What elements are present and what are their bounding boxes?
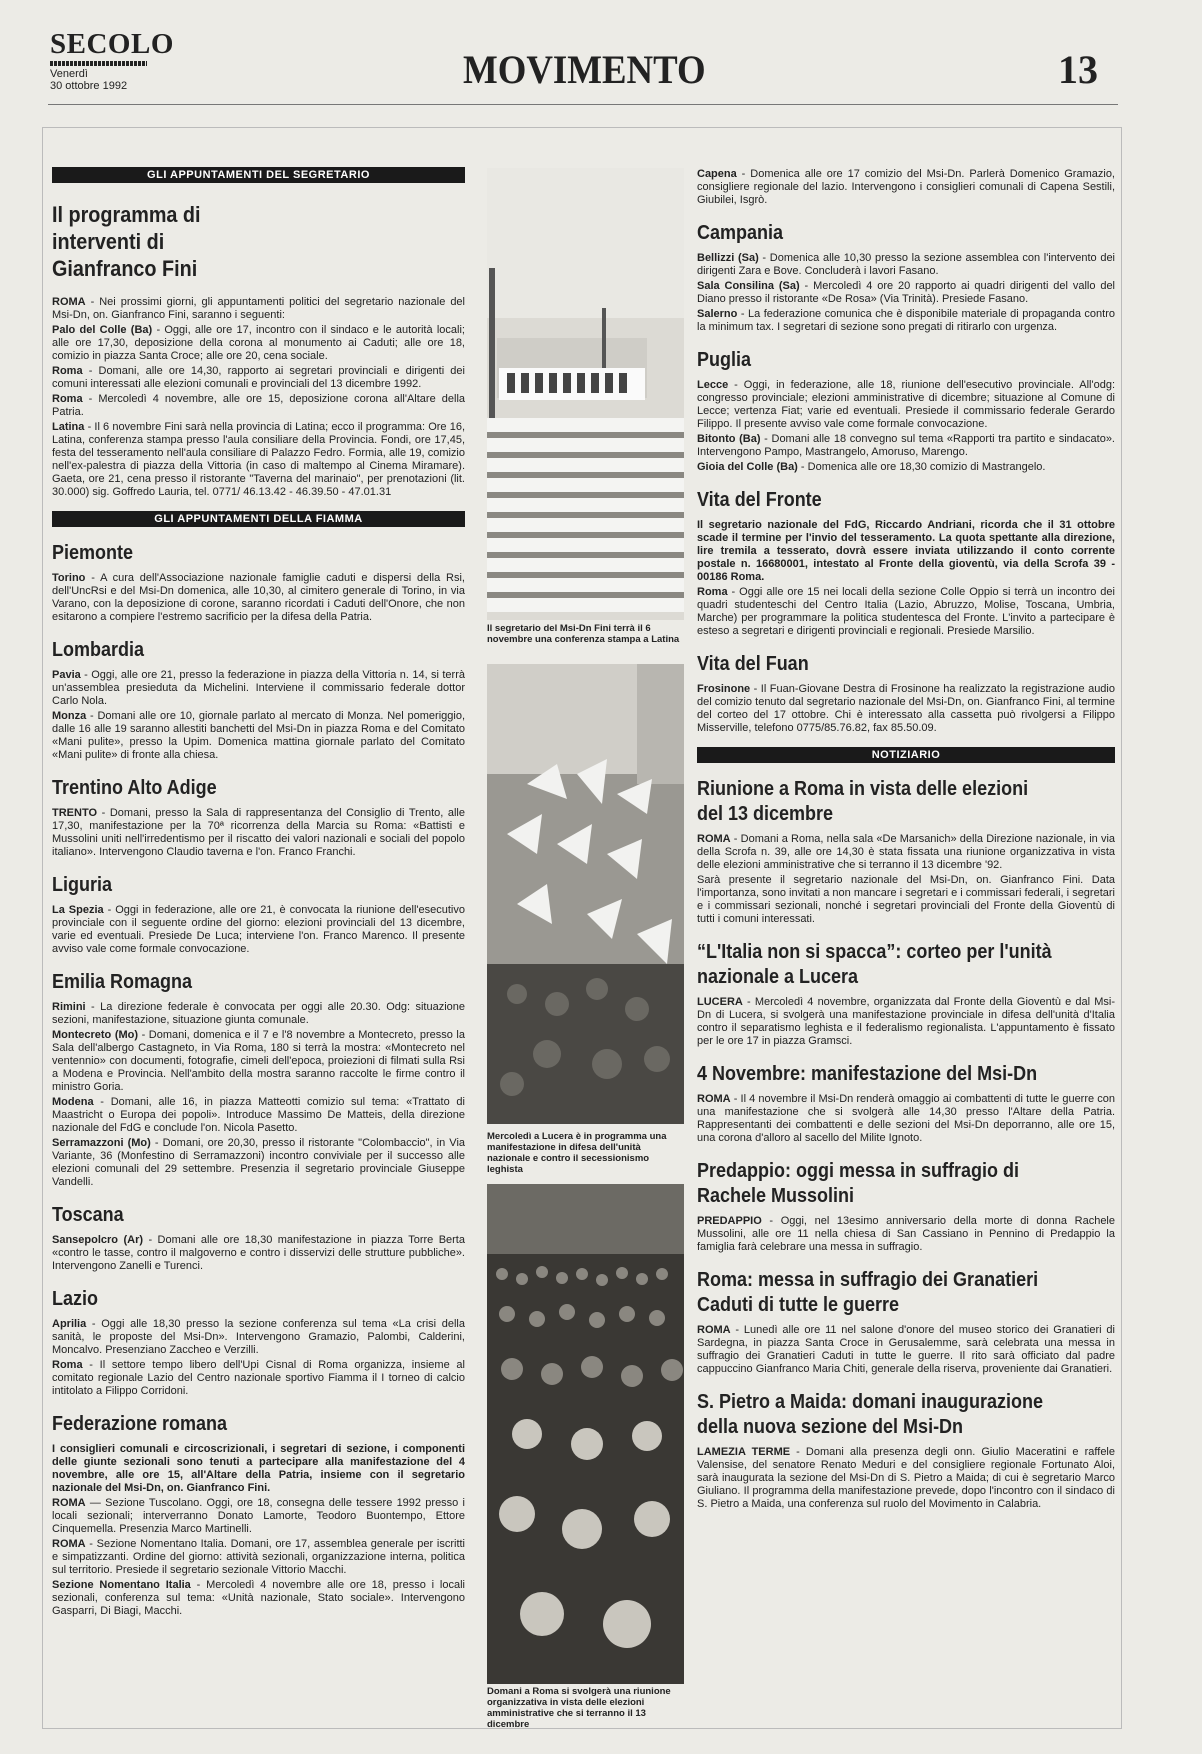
paragraph-text: - Mercoledì 4 ore 20 rapporto ai quadri dirigenti del vallo del Diano presso il ristorante «De Rosa» (Via Trinità). Presiede Fasano. <box>697 280 1116 305</box>
right-top-body <box>697 168 1115 207</box>
paragraph <box>697 683 1115 735</box>
paragraph-text: - Domani alla presenza degli onn. Giulio Maceratini e raffele Valensise, del senatore Renato Meduri e del consigliere regionale Fortunato Aloi, sarà inaugurata la sezione del Msi-Dn di S. Pietro a Maida; di cui è segretario Marco Giuliano. Il programma della manifestazione prevede, dopo l'incontro con il sindaco di S. Pietro a Maida, una conferenza sul ruolo del Movimento in Calabria. <box>697 1446 1115 1510</box>
paragraph <box>52 807 465 859</box>
paragraph-text: - Sezione Nomentano Italia. Domani, ore 17, assemblea generale per iscritti e simpatizzanti. Ordine del giorno: attività sezionali, organizzazione interna, politica sul territorio. Presiede il segretario sezionale Vittorio Macchi. <box>52 1538 465 1576</box>
section-heading: Predappio: oggi messa in suffragio di Rachele Mussolini <box>697 1160 1020 1207</box>
paragraph-text: - A cura dell'Associazione nazionale famiglie caduti e dispersi della Rsi, dell'UncRsi e del Msi-Dn domenica, alle 10,30, al cimitero generale di Torino, in via Varano, con la deposizione di corone, saranno ricordati i Caduti dell'Onore, che non esitarono a compiere l'estremo sacrificio per la difesa della Patria. <box>52 572 465 623</box>
paragraph-text: - Domani, alle ore 14,30, rapporto ai segretari provinciali e dirigenti dei comuni interessati alle elezioni comunali e provinciali del 13 dicembre 1992. <box>52 365 465 390</box>
page-number: 13 <box>1058 47 1098 92</box>
paragraph <box>697 1093 1115 1145</box>
paragraph <box>52 1579 465 1618</box>
section-heading: Vita del Fuan <box>697 653 809 675</box>
paragraph-lead: La Spezia <box>52 904 104 916</box>
paragraph <box>52 1318 465 1357</box>
paragraph-text: - Domani alle ore 10, giornale parlato al mercato di Monza. Nel pomeriggio, dalle 16 alle 19 saranno allestiti banchetti del Msi-Dn in piazza Roma e del Comitato «Mani pulite», presso la Upim. Domenica mattina giornale parlato del Comitato «Mani pulite» di fronte alla chiesa. <box>52 710 465 761</box>
section-heading: Lombardia <box>52 639 145 661</box>
paragraph-lead: ROMA <box>52 1497 86 1509</box>
left-column <box>52 167 465 1620</box>
paragraph-text: - La direzione federale è convocata per oggi alle 20.30. Odg: situazione sezioni, manifestazione, situazione giunta comunale. <box>52 1001 465 1026</box>
paragraph-lead: LUCERA <box>697 996 743 1008</box>
paragraph-lead: Montecreto (Mo) <box>52 1029 139 1041</box>
paragraph <box>697 1446 1115 1511</box>
paragraph <box>52 1001 465 1027</box>
paragraph <box>697 519 1115 584</box>
paragraph-lead: Capena <box>697 168 737 180</box>
paragraph <box>697 308 1115 334</box>
photo-rome-meeting <box>487 1184 684 1684</box>
paragraph-text: - Oggi, in federazione, alle 18, riunione dell'esecutivo provinciale. All'odg: congresso provinciale; elezioni amministrative di dicembre; situazione al Comune di Lecce; vertenza Fiat; varie ed eventuali. Presiede il commissario federale Gerardo Filippo. Il presente avviso vale come formale convocazione. <box>697 379 1115 430</box>
building-steps-image <box>487 168 684 620</box>
paragraph-lead: Gioia del Colle (Ba) <box>697 461 798 473</box>
paragraph <box>52 421 465 499</box>
paragraph-lead: Aprilia <box>52 1318 87 1330</box>
newspaper-logo: SECOLO <box>50 28 174 60</box>
paragraph-lead: Bitonto (Ba) <box>697 433 761 445</box>
paragraph-lead: Palo del Colle (Ba) <box>52 324 153 336</box>
paragraph-text: - Domani, alle 16, in piazza Matteotti comizio sul tema: «Trattato di Maastricht o Europa dei popoli». Introduce Massimo De Matteis, della direzione nazionale del FdG e conclude l'on. Nicola Pasetto. <box>52 1096 465 1134</box>
paragraph-text: - Domenica alle 10,30 presso la sezione assemblea con l'intervento dei dirigenti Zara e Bove. Concluderà i lavori Fasano. <box>697 252 1116 277</box>
paragraph <box>697 433 1115 459</box>
paragraph <box>52 710 465 762</box>
paragraph <box>697 1324 1115 1376</box>
paragraph-text: - Il 6 novembre Fini sarà nella provincia di Latina; ecco il programma: Ore 16, Latina, conferenza stampa presso l'aula consiliare della Provincia. Fondi, ore 17,45, festa del tesseramento nell'aula consiliare di Palazzo Fedro. Formia, alle 19, comizio nell'ex-palestra di piazza della Vittoria (in caso di maltempo al Cinema Miramare). Gaeta, ore 21, cena presso il ristorante "Taverna del marinaio", per prenotazioni (lit. 30.000) sig. Goffredo Lauria, tel. 0771/ 46.13.42 - 46.39.50 - 47.01.31 <box>52 421 465 498</box>
left-regions <box>52 541 465 1618</box>
paragraph <box>52 1137 465 1189</box>
section-heading: Roma: messa in suffragio dei Granatieri Caduti di tutte le guerre <box>697 1269 1039 1316</box>
paragraph-lead: Torino <box>52 572 86 584</box>
paragraph-lead: Roma <box>52 393 83 405</box>
paragraph-text: - Oggi, alle ore 17, incontro con il sindaco e le autorità locali; alle ore 17,30, deposizione della corona al monumento ai Caduti; alle ore 18, comizio in piazza Santa Croce; alle ore 20, cena sociale. <box>52 324 465 362</box>
paragraph-text: - Mercoledì 4 novembre, organizzata dal Fronte della Gioventù e dal Msi-Dn di Lucera, si svolgerà una manifestazione provinciale in difesa dell'unità d'Italia contro il separatismo leghista e il federalismo regionalista. L'appuntamento è fissato per le ore 17 in piazza Gramsci. <box>697 996 1115 1047</box>
paragraph <box>697 252 1115 278</box>
fini-program-title: Il programma di interventi di Gianfranco Fini <box>52 202 201 281</box>
paragraph-text: Sarà presente il segretario nazionale del Msi-Dn, on. Gianfranco Fini. Data l'importanza, sono invitati a non mancare i segretari e i commissari federali, i segretari e i commissari sezionali, nonché i segretari provinciali del Fronte della Gioventù di tutti i comuni interessati. <box>697 874 1115 925</box>
paragraph-text: - Domenica alle ore 18,30 comizio di Mastrangelo. <box>797 461 1046 473</box>
paragraph-text: - Nei prossimi giorni, gli appuntamenti politici del segretario nazionale del Msi-Dn, on. Gianfranco Fini, saranno i seguenti: <box>52 296 465 321</box>
paragraph-text: - Oggi alle ore 15 nei locali della sezione Colle Oppio si terrà un incontro dei quadri studenteschi del Centro Italia (Lazio, Abruzzo, Molise, Toscana, Umbria, Marche) per programmare la politica studentesca del Fronte. L'invito a partecipare è esteso a segretari e dirigenti provinciali e regionali. Presiede Marsilio. <box>697 586 1115 637</box>
issue-date-text: 30 ottobre 1992 <box>50 80 128 92</box>
paragraph-lead: Frosinone <box>697 683 751 695</box>
section-heading: 4 Novembre: manifestazione del Msi-Dn <box>697 1063 1038 1085</box>
bar-notiziario: NOTIZIARIO <box>697 747 1115 763</box>
paragraph <box>697 461 1115 474</box>
paragraph-lead: Serramazzoni (Mo) <box>52 1137 151 1149</box>
paragraph <box>52 365 465 391</box>
paragraph <box>52 1096 465 1135</box>
caption-rome: Domani a Roma si svolgerà una riunione organizzativa in vista delle elezioni amministrative che si terranno il 13 dicembre <box>487 1686 671 1730</box>
paragraph <box>52 572 465 624</box>
issue-date <box>50 68 127 92</box>
paragraph-lead: TRENTO <box>52 807 98 819</box>
rome-meeting-image <box>487 1184 684 1684</box>
paragraph-text: - Oggi alle 18,30 presso la sezione conferenza sul tema «La crisi della sanità, le proposte del Msi-Dn». Intervengono Gramazio, Palombi, Calderini, Moncalvo. Presenziano Zaccheo e Verzilli. <box>52 1318 465 1356</box>
paragraph <box>697 586 1115 638</box>
paragraph-text: - Il Fuan-Giovane Destra di Frosinone ha realizzato la registrazione audio del comizio tenuto dal segretario nazionale del Msi-Dn, on. Gianfranco Fini, al termine del corteo del 17 ottobre. Chi è interessato alla cassetta può rivolgersi a Filippo Misserville, telefono 0775/85.76.82, fax 85.50.09. <box>697 683 1115 734</box>
paragraph-text: - Domani, domenica e il 7 e l'8 novembre a Montecreto, presso la Sala dell'albergo Castagneto, in Via Roma, 180 si terrà la mostra: «Montecreto nel ventennio» con documenti, fotografie, cimeli dell'epoca, proiezioni di filmati sulla Rsi a Modena e Provincia. Nell'ambito della mostra saranno raccolte le firme contro il ministro Goria. <box>52 1029 465 1093</box>
paragraph-lead: ROMA <box>697 1324 731 1336</box>
section-heading: Trentino Alto Adige <box>52 777 217 799</box>
paragraph <box>52 296 465 322</box>
paragraph <box>52 669 465 708</box>
section-heading: Piemonte <box>52 542 134 564</box>
paragraph-text: - Il settore tempo libero dell'Upi Cisnal di Roma organizza, insieme al comitato regionale Lazio del Centro nazionale sportivo Fiamma il I torneo di calcio intitolato a Filippo Corridoni. <box>52 1359 465 1397</box>
paragraph-text: — Sezione Tuscolano. Oggi, ore 18, consegna delle tessere 1992 presso i locali sezionali; interverranno Donato Lamorte, Teodoro Buontempo, Ettore Cinquemella. Presenzia Marco Martinelli. <box>52 1497 465 1535</box>
paragraph-lead: Pavia <box>52 669 81 681</box>
paragraph-text: - Il 4 novembre il Msi-Dn renderà omaggio ai combattenti di tutte le guerre con una manifestazione che si svolgerà alle 14,30 presso l'Altare della Patria. Rappresentanti dei combattenti e delle sezioni del Msi-Dn deporranno, alle ore 15, una corona d'alloro al sacello del Milite Ignoto. <box>697 1093 1115 1144</box>
section-heading: Federazione romana <box>52 1413 228 1435</box>
section-heading: Riunione a Roma in vista delle elezioni del 13 dicembre <box>697 778 1029 825</box>
paragraph <box>52 1234 465 1273</box>
right-column <box>697 168 1115 1513</box>
lucera-march-image <box>487 664 684 1124</box>
section-heading: Vita del Fronte <box>697 489 822 511</box>
paragraph-text: - Domenica alle ore 17 comizio del Msi-Dn. Parlerà Domenico Gramazio, consigliere regionale del lazio. Intervengono i consiglieri comunali di Capena Sestili, Giubilei, Isgrò. <box>697 168 1115 206</box>
section-heading: Campania <box>697 222 784 244</box>
paragraph-lead: Sansepolcro (Ar) <box>52 1234 144 1246</box>
paragraph-lead: ROMA <box>697 833 731 845</box>
caption-lucera: Mercoledì a Lucera è in programma una manifestazione in difesa dell'unità nazionale e contro il secessionismo leghista <box>487 1131 667 1175</box>
bar-flame-appointments: GLI APPUNTAMENTI DELLA FIAMMA <box>52 511 465 527</box>
paragraph <box>697 1215 1115 1254</box>
paragraph <box>52 1497 465 1536</box>
issue-day: Venerdì <box>50 68 88 80</box>
paragraph <box>52 393 465 419</box>
paragraph <box>52 1029 465 1094</box>
paragraph-lead: ROMA <box>697 1093 731 1105</box>
paragraph-lead: Monza <box>52 710 87 722</box>
masthead <box>48 28 1118 98</box>
paragraph-text: - Oggi, alle ore 21, presso la federazione in piazza della Vittoria n. 14, si terrà un'assemblea presieduta da Michelini. Interviene il commissario federale dottor Carlo Nola. <box>52 669 465 707</box>
section-heading: Lazio <box>52 1288 99 1310</box>
paragraph <box>697 280 1115 306</box>
section-heading: Toscana <box>52 1204 124 1226</box>
section-title: MOVIMENTO <box>463 47 706 92</box>
paragraph-text: - La federazione comunica che è disponibile materiale di propaganda contro la minimum tax. I segretari di sezione sono pregati di ritirarlo con urgenza. <box>697 308 1115 333</box>
paragraph <box>52 1359 465 1398</box>
paragraph <box>697 168 1115 207</box>
paragraph-text: - Oggi in federazione, alle ore 21, è convocata la riunione dell'esecutivo provinciale con il seguente ordine del giorno: elezioni provinciali del 13 dicembre, varie ed eventuali. Presiede De Luca; interviene l'on. Franco Marenco. Il presente avviso vale come formale convocazione. <box>52 904 465 955</box>
paragraph-lead: Modena <box>52 1096 94 1108</box>
paragraph-lead: Sala Consilina (Sa) <box>697 280 800 292</box>
paragraph-lead: Roma <box>52 365 83 377</box>
paragraph-lead: Lecce <box>697 379 729 391</box>
paragraph <box>697 379 1115 431</box>
paragraph-bold-text: I consiglieri comunali e circoscrizionali, i segretari di sezione, i componenti delle giunte sezionali sono tenuti a partecipare alla manifestazione del 4 novembre, alle ore 15, all'Altare della Patria, insieme con il segretario nazionale del Msi-Dn, on. Gianfranco Fini. <box>52 1443 465 1494</box>
paragraph-text: - Mercoledì 4 novembre alle ore 18, presso i locali sezionali, conferenza sul tema: «Unità nazionale, Stato sociale». Intervengono Gasparri, Di Biagi, Macchi. <box>52 1579 465 1617</box>
bar-secretary-appointments: GLI APPUNTAMENTI DEL SEGRETARIO <box>52 167 465 183</box>
right-regions <box>697 221 1115 735</box>
paragraph-text: - Lunedì alle ore 11 nel salone d'onore del museo storico dei Granatieri di Sardegna, in piazza Santa Croce in Gerusalemme, sarà celebrata una messa in suffragio dei Granatieri Caduti in tutte le guerre. Il rito sarà officiato dal padre cappuccino Gianfranco Maria Chiti, generale della riserva, proveniente dai Granatieri. <box>697 1324 1115 1375</box>
paragraph <box>52 1538 465 1577</box>
fini-program-body <box>52 296 465 499</box>
paragraph <box>52 904 465 956</box>
paragraph-text: - Oggi, nel 13esimo anniversario della morte di donna Rachele Mussolini, alle ore 11 nella chiesa di San Cassiano in Pennino di Predappio la famiglia farà celebrare una messa in suffragio. <box>697 1215 1115 1253</box>
paragraph-lead: Roma <box>52 1359 83 1371</box>
section-heading: S. Pietro a Maida: domani inaugurazione della nuova sezione del Msi-Dn <box>697 1391 1044 1438</box>
paragraph-bold-text: Il segretario nazionale del FdG, Riccardo Andriani, ricorda che il 31 ottobre scade il termine per l'invio del tesseramento. La quota spettante alla direzione, lire tremila a tesserato, dovrà essere inviata utilizzando il conto corrente postale n. 16680001, intestato al Fronte della gioventù, via della Scrofa 39 - 00186 Roma. <box>697 519 1115 583</box>
paragraph-lead: LAMEZIA TERME <box>697 1446 791 1458</box>
paragraph <box>697 996 1115 1048</box>
paragraph-lead: Salerno <box>697 308 738 320</box>
paragraph-text: - Domani alle 18 convegno sul tema «Rapporti tra partito e sindacato». Intervengono Pampo, Mastrangelo, Amoruso, Marengo. <box>697 433 1115 458</box>
paragraph-text: - Domani alle ore 18,30 manifestazione in piazza Torre Berta «contro le tasse, contro il malgoverno e contro i disservizi delle strutture pubbliche». Intervengono Zanelli e Turenci. <box>52 1234 465 1272</box>
paragraph <box>52 324 465 363</box>
paragraph-lead: Bellizzi (Sa) <box>697 252 759 264</box>
paragraph-lead: Rimini <box>52 1001 86 1013</box>
logo-underline <box>50 61 147 66</box>
paragraph-text: - Domani, ore 20,30, presso il ristorante "Colombaccio", in Via Variante, 36 (Monfestino di Serramazzoni) incontro conviviale per il successo alle elezioni comunali del 29 settembre. Presenzia il segretario provinciale Giuseppe Vandelli. <box>52 1137 466 1188</box>
paragraph-lead: ROMA <box>52 296 86 308</box>
photo-building-steps <box>487 168 684 620</box>
paragraph <box>52 1443 465 1495</box>
paragraph-text: - Mercoledì 4 novembre, alle ore 15, deposizione corona all'Altare della Patria. <box>52 393 465 418</box>
paragraph-lead: Sezione Nomentano Italia <box>52 1579 191 1591</box>
header-rule <box>48 104 1118 105</box>
section-heading: Liguria <box>52 874 113 896</box>
paragraph-lead: PREDAPPIO <box>697 1215 762 1227</box>
paragraph-lead: Roma <box>697 586 728 598</box>
paragraph-lead: Latina <box>52 421 85 433</box>
right-news <box>697 777 1115 1511</box>
caption-latina: Il segretario del Msi-Dn Fini terrà il 6 novembre una conferenza stampa a Latina <box>487 623 680 645</box>
paragraph <box>697 874 1115 926</box>
paragraph-text: - Domani, presso la Sala di rappresentanza del Consiglio di Trento, alle 17,30, manifestazione per la 70ª ricorrenza della Marcia su Roma: «Battisti e Mussolini uniti nell'irredentismo per il riscatto dei valori nazionali e sociali del popolo italiano». Intervengono Claudio taverna e l'on. Franco Franchi. <box>52 807 465 858</box>
section-heading: “L'Italia non si spacca”: corteo per l'unità nazionale a Lucera <box>697 941 1052 988</box>
paragraph-lead: ROMA <box>52 1538 86 1550</box>
paragraph-text: - Domani a Roma, nella sala «De Marsanich» della Direzione nazionale, in via della Scrofa n. 39, alle ore 14,30 è stata fissata una riunione organizzativa in vista delle elezioni amministrative che si terranno il 13 dicembre '92. <box>697 833 1115 871</box>
photo-lucera-march <box>487 664 684 1124</box>
paragraph <box>697 833 1115 872</box>
section-heading: Emilia Romagna <box>52 971 193 993</box>
section-heading: Puglia <box>697 349 752 371</box>
